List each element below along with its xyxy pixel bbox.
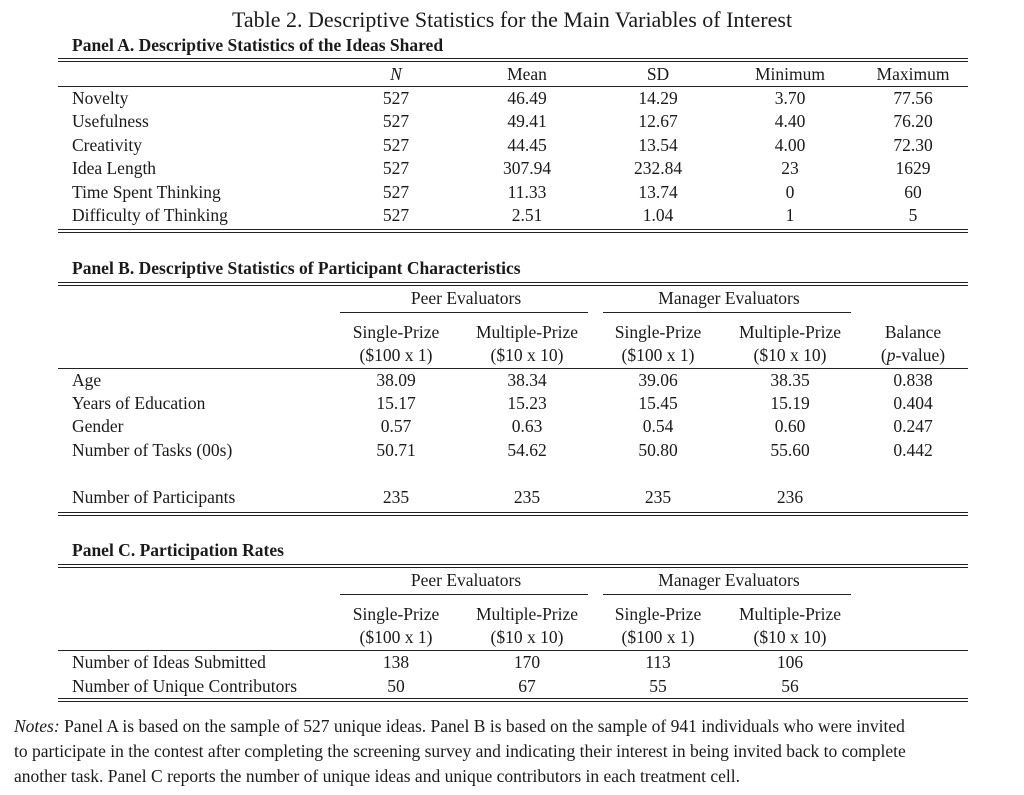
row-label: Number of Unique Contributors	[72, 676, 298, 696]
row-label: Number of Tasks (00s)	[72, 440, 233, 460]
col-single-prize: Single-Prize	[352, 322, 440, 342]
group-manager-evaluators: Manager Evaluators	[658, 288, 800, 308]
table-cell: 55.60	[770, 440, 810, 460]
table-cell: 50	[387, 676, 405, 696]
col-header-maximum: Maximum	[876, 64, 950, 84]
table-cell: 527	[382, 135, 410, 155]
notes-text-1: Panel A is based on the sample of 527 unique ideas. Panel B is based on the sample of 941 individuals who were invited	[64, 716, 905, 736]
notes-line-3: another task. Panel C reports the number of unique ideas and unique contributors in each treatment cell.	[14, 766, 741, 786]
notes-line-2: to participate in the contest after completing the screening survey and indicating their interest in being invited back to complete	[14, 741, 906, 761]
rule	[58, 285, 968, 286]
table-cell: 138	[382, 652, 410, 672]
col-multiple-prize-sub: ($10 x 10)	[490, 345, 564, 365]
table-cell: 0.404	[893, 393, 933, 413]
table-cell: 0.54	[642, 416, 674, 436]
table-cell: 54.62	[507, 440, 547, 460]
col-single-prize-sub: ($100 x 1)	[359, 345, 433, 365]
row-label: Creativity	[72, 135, 142, 155]
table-cell: 235	[644, 487, 672, 507]
col-header-minimum: Minimum	[754, 64, 826, 84]
table-title: Table 2. Descriptive Statistics for the Main Variables of Interest	[231, 7, 793, 32]
table-cell: 38.35	[770, 370, 810, 390]
table-cell: 527	[382, 88, 410, 108]
col-single-prize: Single-Prize	[614, 604, 702, 624]
table-cell: 38.09	[376, 370, 416, 390]
table-cell: 46.49	[507, 88, 547, 108]
col-single-prize-sub: ($100 x 1)	[621, 345, 695, 365]
table-cell: 67	[518, 676, 536, 696]
table-cell: 527	[382, 158, 410, 178]
col-multiple-prize: Multiple-Prize	[738, 322, 842, 342]
table-cell: 49.41	[507, 111, 547, 131]
table-cell: 14.29	[638, 88, 678, 108]
table-cell: 527	[382, 111, 410, 131]
row-label: Idea Length	[72, 158, 157, 178]
table-cell: 76.20	[893, 111, 933, 131]
col-multiple-prize: Multiple-Prize	[475, 322, 579, 342]
col-single-prize: Single-Prize	[614, 322, 702, 342]
table-cell: 235	[513, 487, 541, 507]
group-manager-evaluators: Manager Evaluators	[658, 570, 800, 590]
row-label: Difficulty of Thinking	[72, 205, 228, 225]
row-label: Usefulness	[72, 111, 149, 131]
col-header-mean: Mean	[507, 64, 547, 84]
table-cell: 60	[904, 182, 922, 202]
p-symbol: p	[886, 345, 896, 365]
col-multiple-prize: Multiple-Prize	[475, 604, 579, 624]
col-single-prize-sub: ($100 x 1)	[621, 627, 695, 647]
table-cell: 15.23	[507, 393, 547, 413]
rule	[58, 564, 968, 565]
panel-c-title: Panel C. Participation Rates	[72, 540, 284, 560]
table-cell: 307.94	[502, 158, 552, 178]
table-cell: 2.51	[511, 205, 543, 225]
table-cell: 232.84	[633, 158, 683, 178]
table-cell: 1629	[895, 158, 931, 178]
notes-line-1	[14, 714, 1014, 739]
table-cell: 50.71	[376, 440, 416, 460]
table-cell: 0.60	[774, 416, 806, 436]
table-cell: 13.54	[638, 135, 678, 155]
rule	[58, 61, 968, 62]
rule	[58, 232, 968, 233]
table-cell: 236	[776, 487, 804, 507]
table-cell: 0.247	[893, 416, 933, 436]
col-balance: Balance	[884, 322, 942, 342]
table-cell: 0.57	[380, 416, 412, 436]
group-peer-evaluators: Peer Evaluators	[410, 570, 522, 590]
table-cell: 72.30	[893, 135, 933, 155]
table-cell: 15.17	[376, 393, 416, 413]
table-cell: 1	[785, 205, 795, 225]
table-cell: 3.70	[774, 88, 806, 108]
row-label: Number of Participants	[72, 487, 236, 507]
col-single-prize-sub: ($100 x 1)	[359, 627, 433, 647]
rule	[58, 512, 968, 513]
rule	[603, 312, 851, 313]
rule	[58, 229, 968, 230]
table-cell: 13.74	[638, 182, 678, 202]
col-multiple-prize-sub: ($10 x 10)	[753, 345, 827, 365]
rule	[340, 594, 588, 595]
rule	[58, 58, 968, 59]
table-cell: 4.00	[774, 135, 806, 155]
table-cell: 0.838	[893, 370, 933, 390]
col-multiple-prize: Multiple-Prize	[738, 604, 842, 624]
table-cell: 38.34	[507, 370, 547, 390]
row-label: Novelty	[72, 88, 129, 108]
rule	[603, 594, 851, 595]
rule	[58, 282, 968, 283]
table-cell: 235	[382, 487, 410, 507]
group-peer-evaluators: Peer Evaluators	[410, 288, 522, 308]
rule	[58, 515, 968, 516]
table-cell: 11.33	[507, 182, 547, 202]
table-cell: 4.40	[774, 111, 806, 131]
table-cell: 113	[645, 652, 671, 672]
table-cell: 55	[649, 676, 667, 696]
table-cell: 56	[781, 676, 799, 696]
table-cell: 170	[513, 652, 541, 672]
table-notes	[14, 714, 1014, 789]
rule	[340, 312, 588, 313]
table-cell: 5	[908, 205, 918, 225]
row-label: Age	[72, 370, 102, 390]
row-label: Gender	[72, 416, 124, 436]
table-cell: 23	[781, 158, 799, 178]
rule	[58, 567, 968, 568]
table-cell: 0.442	[893, 440, 933, 460]
row-label: Number of Ideas Submitted	[72, 652, 266, 672]
col-multiple-prize-sub: ($10 x 10)	[490, 627, 564, 647]
table-cell: 527	[382, 205, 410, 225]
p-value-text: -value)	[895, 345, 946, 365]
col-single-prize: Single-Prize	[352, 604, 440, 624]
table-cell: 44.45	[507, 135, 547, 155]
table-cell: 77.56	[893, 88, 933, 108]
table-cell: 0.63	[511, 416, 543, 436]
col-header-n: N	[390, 64, 402, 84]
rule	[58, 698, 968, 699]
panel-b-title: Panel B. Descriptive Statistics of Participant Characteristics	[72, 258, 521, 278]
col-balance-sub: (p-value)	[880, 345, 946, 365]
notes-label: Notes:	[14, 716, 60, 736]
table-cell: 1.04	[642, 205, 674, 225]
row-label: Time Spent Thinking	[72, 182, 221, 202]
table-cell: 39.06	[638, 370, 678, 390]
col-multiple-prize-sub: ($10 x 10)	[753, 627, 827, 647]
panel-a-title: Panel A. Descriptive Statistics of the Ideas Shared	[72, 35, 444, 55]
table-cell: 106	[776, 652, 804, 672]
table-cell: 527	[382, 182, 410, 202]
row-label: Years of Education	[72, 393, 206, 413]
table-cell: 50.80	[638, 440, 678, 460]
col-header-sd: SD	[646, 64, 670, 84]
rule	[58, 701, 968, 702]
table-cell: 12.67	[638, 111, 678, 131]
table-cell: 15.19	[770, 393, 810, 413]
table-cell: 15.45	[638, 393, 678, 413]
table-cell: 0	[785, 182, 795, 202]
